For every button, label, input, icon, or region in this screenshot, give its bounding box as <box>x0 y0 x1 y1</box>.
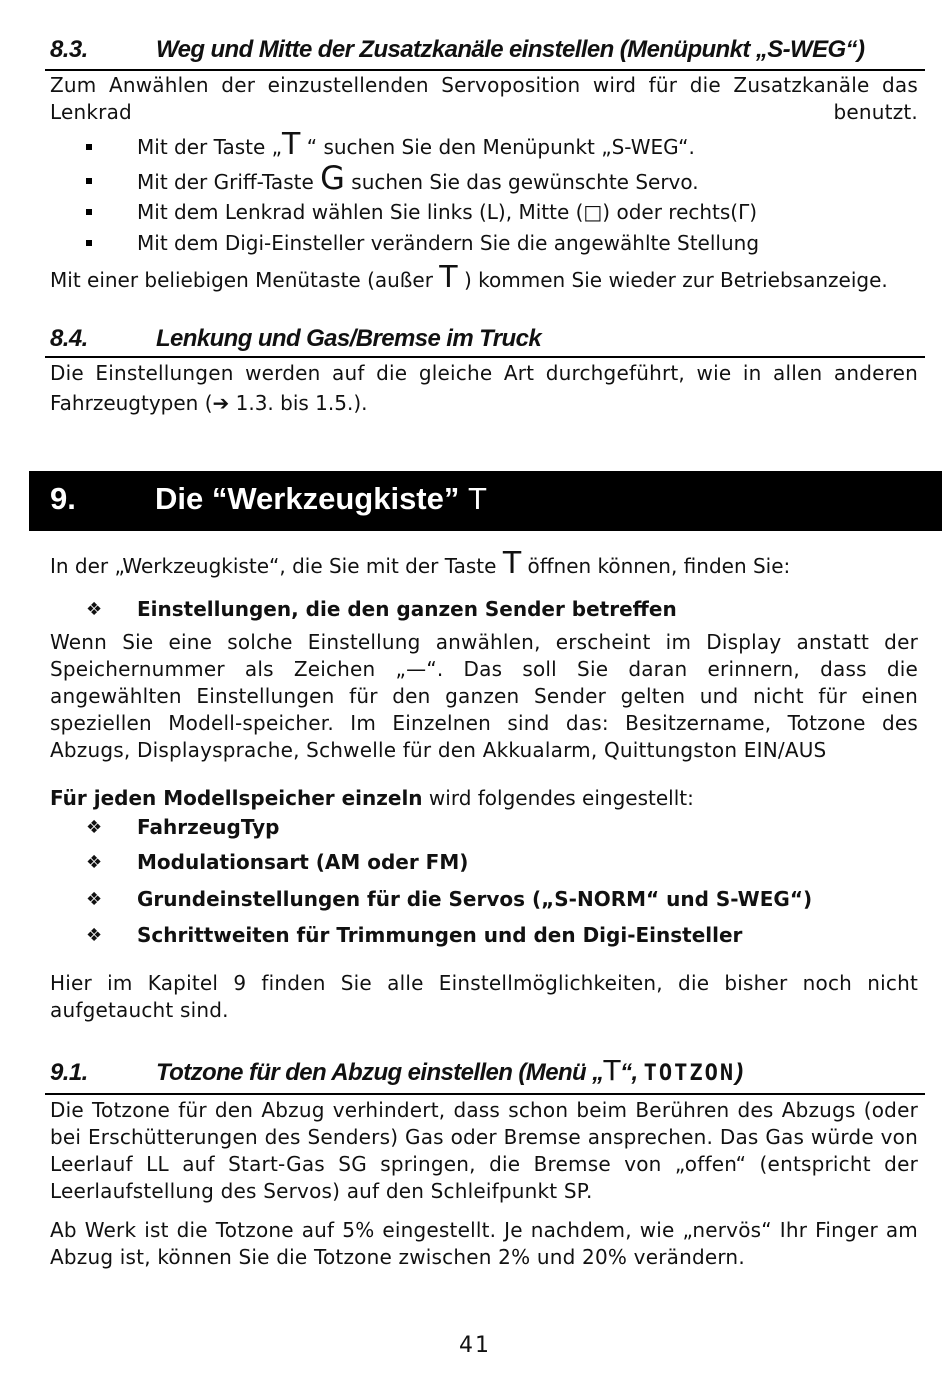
page-number: 41 <box>459 1333 491 1358</box>
section-title: Totzone für den Abzug einstellen (Menü „T“, TOTZON) <box>156 1054 743 1087</box>
heading-rule <box>45 1093 925 1095</box>
bullet-marker <box>86 144 92 150</box>
diamond-item: FahrzeugTyp <box>137 815 280 839</box>
diamond-item: Grundeinstellungen für die Servos („S-NORM“ und S-WEG“) <box>137 887 813 911</box>
t-key-icon: T <box>468 481 487 516</box>
diamond-bullet-icon: ❖ <box>86 925 103 946</box>
lcd-display-text: TOTZON <box>643 1061 736 1086</box>
bullet-item: Mit der Griff-Taste G suchen Sie das gewünschte Servo. <box>137 159 699 197</box>
diamond-bullet-icon: ❖ <box>86 889 103 910</box>
section-title: Lenkung und Gas/Bremse im Truck <box>156 325 542 352</box>
bullet-item: Mit dem Digi-Einsteller verändern Sie die angewählte Stellung <box>137 231 760 255</box>
diamond-item: Schrittweiten für Trimmungen und den Digi-Einsteller <box>137 923 743 947</box>
chapter-title: Die “Werkzeugkiste” T <box>155 481 487 516</box>
t-key-icon: T <box>502 546 522 581</box>
section-8-3-intro: Zum Anwählen der einzustellenden Servoposition wird für die Zusatzkanäle das Lenkrad benutzt. <box>50 73 918 124</box>
section-8-4-heading <box>50 325 930 355</box>
chapter-9-summary: Hier im Kapitel 9 finden Sie alle Einstellmöglichkeiten, die bisher noch nicht aufgetaucht sind. <box>50 971 918 1022</box>
section-8-4-line: Fahrzeugtypen (➔ 1.3. bis 1.5.). <box>50 391 368 415</box>
diamond-bullet-icon: ❖ <box>86 599 103 620</box>
bullet-marker <box>86 178 92 184</box>
section-8-4-line: Die Einstellungen werden auf die gleiche Art durchgeführt, wie in allen anderen <box>50 361 918 385</box>
diamond-item: Modulationsart (AM oder FM) <box>137 850 469 874</box>
per-model-intro: Für jeden Modellspeicher einzeln wird folgendes eingestellt: <box>50 786 694 810</box>
section-8-3-outro: Mit einer beliebigen Menütaste (außer T ) kommen Sie wieder zur Betriebsanzeige. <box>50 260 888 295</box>
section-number: 9.1. <box>50 1059 88 1086</box>
t-key-icon: T <box>603 1054 621 1087</box>
section-number: 8.4. <box>50 325 88 352</box>
bullet-item: Mit dem Lenkrad wählen Sie links (L), Mitte (□) oder rechts(Γ) <box>137 200 758 224</box>
diamond-bullet-icon: ❖ <box>86 817 103 838</box>
section-8-3-heading <box>50 36 930 66</box>
g-key-icon: G <box>320 159 345 197</box>
t-key-icon: T <box>439 260 458 295</box>
chapter-9-banner <box>29 471 942 531</box>
heading-rule <box>45 356 925 358</box>
section-title: Weg und Mitte der Zusatzkanäle einstellen (Menüpunkt „S-WEG“) <box>156 36 865 63</box>
chapter-9-paragraph: Wenn Sie eine solche Einstellung anwählen, erscheint im Display anstatt der Speichernummer als Zeichen „—“. Das soll Sie daran erinnern, dass die angewählten Einstellungen für den ganzen Sender gelten und nicht für einen speziellen Modell-speicher. Im Einzelnen sind das: Besitzername, Totzone des Abzugs, Displaysprache, Schwelle für den Akkualarm, Quittungston EIN/AUS <box>50 630 918 762</box>
t-key-icon: T <box>282 127 301 162</box>
bullet-marker <box>86 240 92 246</box>
chapter-9-intro: In der „Werkzeugkiste“, die Sie mit der Taste T öffnen können, finden Sie: <box>50 546 791 581</box>
bullet-item: Mit der Taste „T “ suchen Sie den Menüpunkt „S-WEG“. <box>137 127 695 162</box>
section-number: 8.3. <box>50 36 88 63</box>
section-9-1-heading <box>50 1054 930 1089</box>
section-9-1-paragraph: Ab Werk ist die Totzone auf 5% eingestellt. Je nachdem, wie „nervös“ Ihr Finger am Abzug ist, können Sie die Totzone zwischen 2% und 20% verändern. <box>50 1218 918 1269</box>
bullet-marker <box>86 209 92 215</box>
chapter-number: 9. <box>50 481 76 516</box>
diamond-item: Einstellungen, die den ganzen Sender betreffen <box>137 597 677 621</box>
diamond-bullet-icon: ❖ <box>86 852 103 873</box>
section-9-1-paragraph: Die Totzone für den Abzug verhindert, dass schon beim Berühren des Abzugs (oder bei Erschütterungen des Senders) Gas oder Bremse ansprechen. Das Gas würde von Leerlauf LL auf Start-Gas SG springen, die Bremse von „offen“ (entspricht der Leerlaufstellung des Servos) auf den Schleifpunkt SP. <box>50 1098 918 1203</box>
heading-rule <box>45 69 925 71</box>
